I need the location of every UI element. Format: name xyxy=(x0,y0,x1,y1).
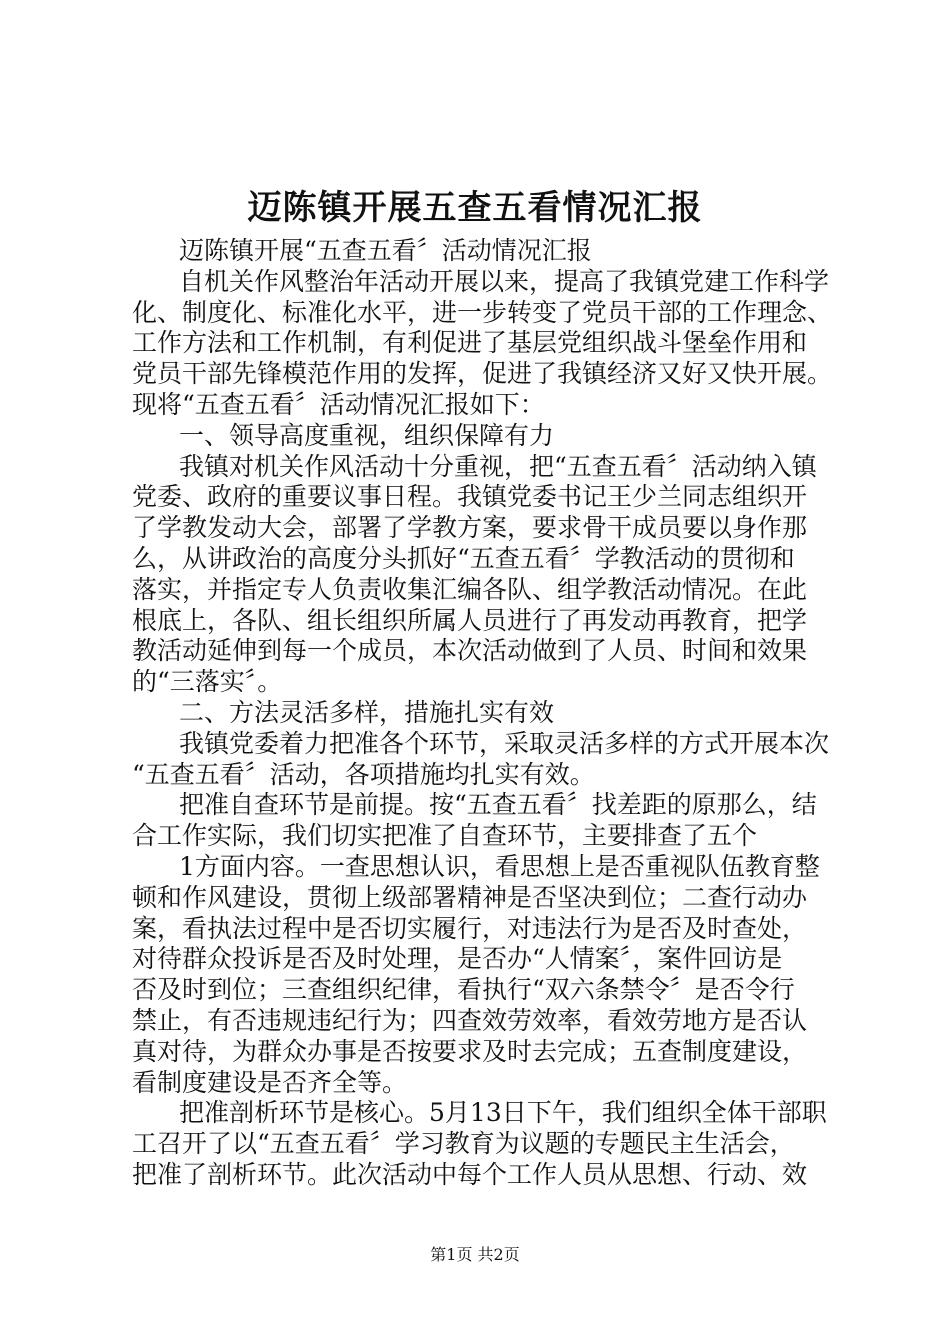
paragraph-line: 党员干部先锋模范作用的发挥，促进了我镇经济又好又快开展。 xyxy=(132,359,832,389)
paragraph-line: 禁止，有否违规违纪行为；四查效劳效率，看效劳地方是否认 xyxy=(132,1005,808,1035)
paragraph-line: 党委、政府的重要议事日程。我镇党委书记王少兰同志组织开 xyxy=(132,482,808,512)
paragraph-line: 看制度建设是否齐全等。 xyxy=(132,1067,408,1097)
paragraph-line: 把准自查环节是前提。按“五查五看〞找差距的原那么，结 xyxy=(179,790,817,820)
paragraph-line: 否及时到位；三查组织纪律，看执行“双六条禁令〞是否令行 xyxy=(132,975,795,1005)
paragraph-line: 我镇党委着力把准各个环节，采取灵活多样的方式开展本次 xyxy=(179,728,830,758)
paragraph-line: 现将“五查五看〞活动情况汇报如下： xyxy=(132,389,545,419)
paragraph-line: 工召开了以“五查五看〞学习教育为议题的专题民主生活会， xyxy=(132,1129,795,1159)
paragraph-line: 的“三落实〞。 xyxy=(132,667,283,697)
paragraph-line: 把准剖析环节是核心。5月13日下午，我们组织全体干部职 xyxy=(179,1098,827,1128)
paragraph-line: 了学教发动大会，部署了学教方案，要求骨干成员要以身作那 xyxy=(132,513,808,543)
paragraph-line: 工作方法和工作机制，有利促进了基层党组织战斗堡垒作用和 xyxy=(132,328,808,358)
paragraph-line: “五查五看〞活动，各项措施均扎实有效。 xyxy=(132,759,595,789)
document-title: 迈陈镇开展五查五看情况汇报 xyxy=(247,188,703,228)
section-heading: 一、领导高度重视，组织保障有力 xyxy=(179,420,555,450)
paragraph-line: 把准了剖析环节。此次活动中每个工作人员从思想、行动、效 xyxy=(132,1159,808,1189)
paragraph-line: 我镇对机关作风活动十分重视，把“五查五看〞活动纳入镇 xyxy=(179,451,817,481)
paragraph-line: 案，看执法过程中是否切实履行，对违法行为是否及时查处， xyxy=(132,913,808,943)
paragraph-line: 真对待，为群众办事是否按要求及时去完成；五查制度建设， xyxy=(132,1036,808,1066)
paragraph-line: 么，从讲政治的高度分头抓好“五查五看〞学教活动的贯彻和 xyxy=(132,543,795,573)
paragraph-line: 化、制度化、标准化水平，进一步转变了党员干部的工作理念、 xyxy=(132,297,832,327)
heading-line: 迈陈镇开展“五查五看〞活动情况汇报 xyxy=(179,236,592,265)
paragraph-line: 合工作实际，我们切实把准了自查环节，主要排查了五个 xyxy=(132,821,758,851)
paragraph-line: 根底上，各队、组长组织所属人员进行了再发动再教育，把学 xyxy=(132,605,808,635)
paragraph-line: 教活动延伸到每一个成员，本次活动做到了人员、时间和效果 xyxy=(132,636,808,666)
paragraph-line: 对待群众投诉是否及时处理，是否办“人情案〞，案件回访是 xyxy=(132,944,783,974)
paragraph-line: 1方面内容。一查思想认识，看思想上是否重视队伍教育整 xyxy=(179,851,820,881)
document-body xyxy=(132,236,832,1191)
paragraph-line: 落实，并指定专人负责收集汇编各队、组学教活动情况。在此 xyxy=(132,574,808,604)
paragraph-line: 顿和作风建设，贯彻上级部署精神是否坚决到位；二查行动办 xyxy=(132,882,808,912)
section-heading: 二、方法灵活多样，措施扎实有效 xyxy=(179,697,555,727)
paragraph-line: 自机关作风整治年活动开展以来，提高了我镇党建工作科学 xyxy=(179,266,830,296)
page-footer: 第1页 共2页 xyxy=(430,1245,520,1264)
